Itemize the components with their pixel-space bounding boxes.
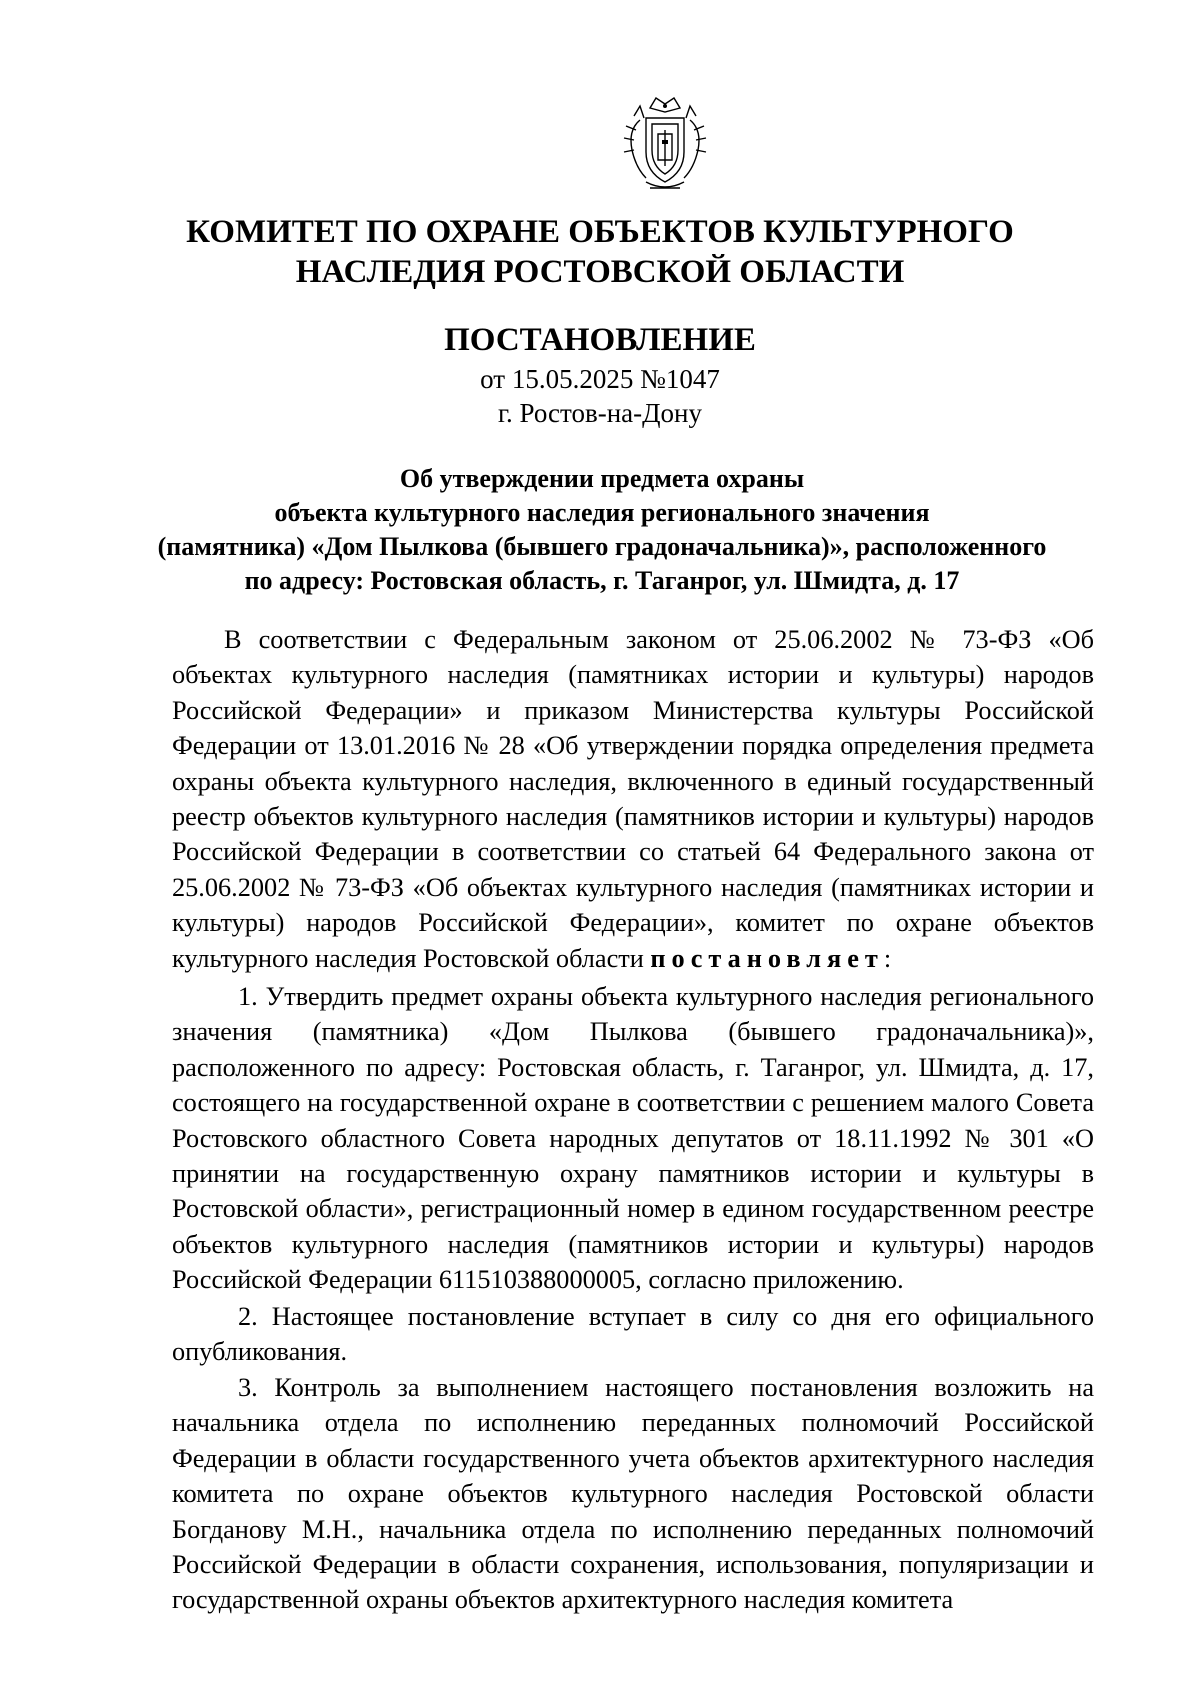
subject-line-2: объекта культурного наследия регионального значения	[274, 498, 930, 527]
document-city: г. Ростов-на-Дону	[497, 398, 702, 428]
item-1-paragraph: 1. Утвердить предмет охраны объекта культурного наследия регионального значения (памятника) «Дом Пылкова (бывшего градоначальника)», расположенного по адресу: Ростовская область, г. Таганрог, ул. Шмидта, д. 17, состоящего на государственной охране в соответствии с решением малого Совета Ростовского областного Совета народных депутатов от 18.11.1992 № 301 «О принятии на государственную охрану памятников истории и культуры в Ростовской области», регистрационный номер в едином государственном реестре объектов культурного наследия (памятников истории и культуры) народов Российской Федерации 611510388000005, согласно приложению.	[172, 982, 1094, 1295]
item-2-paragraph: 2. Настоящее постановление вступает в силу со дня его официального опубликования.	[172, 1302, 1094, 1367]
resolves-word: постановляет	[650, 943, 884, 973]
document-date-number: от 15.05.2025 №1047	[480, 364, 720, 394]
issuing-authority	[150, 212, 1050, 292]
document-subject	[150, 462, 1054, 598]
subject-line-1: Об утверждении предмета охраны	[399, 464, 805, 493]
resolves-colon: :	[883, 943, 892, 973]
subject-line-3: (памятника) «Дом Пылкова (бывшего градоначальника)», расположенного	[157, 532, 1047, 561]
preamble-text: В соответствии с Федеральным законом от 25.06.2002 № 73-ФЗ «Об объектах культурного наследия (памятниках истории и культуры) народов Российской Федерации» и приказом Министерства культуры Российской Федерации от 13.01.2016 № 28 «Об утверждении порядка определения предмета охраны объекта культурного наследия, включенного в единый государственный реестр объектов культурного наследия (памятников истории и культуры) народов Российской Федерации в соответствии со статьей 64 Федерального закона от 25.06.2002 № 73-ФЗ «Об объектах культурного наследия (памятниках истории и культуры) народов Российской Федерации», комитет по охране объектов культурного наследия Ростовской области	[172, 625, 1094, 973]
document-type: ПОСТАНОВЛЕНИЕ	[444, 322, 756, 358]
preamble-paragraph	[172, 622, 1094, 976]
issuing-authority-line-1: КОМИТЕТ ПО ОХРАНЕ ОБЪЕКТОВ КУЛЬТУРНОГО	[186, 214, 1014, 250]
issuing-authority-line-2: НАСЛЕДИЯ РОСТОВСКОЙ ОБЛАСТИ	[295, 254, 905, 290]
item-3-paragraph: 3. Контроль за выполнением настоящего постановления возложить на начальника отдела по исполнению переданных полномочий Российской Федерации в области государственного учета объектов архитектурного наследия комитета по охране объектов культурного наследия Ростовской области Богданову М.Н., начальника отдела по исполнению переданных полномочий Российской Федерации в области сохранения, использования, популяризации и государственной охраны объектов архитектурного наследия комитета	[172, 1373, 1094, 1615]
subject-line-4: по адресу: Ростовская область, г. Таганрог, ул. Шмидта, д. 17	[244, 566, 960, 595]
coat-of-arms-emblem	[610, 90, 720, 200]
